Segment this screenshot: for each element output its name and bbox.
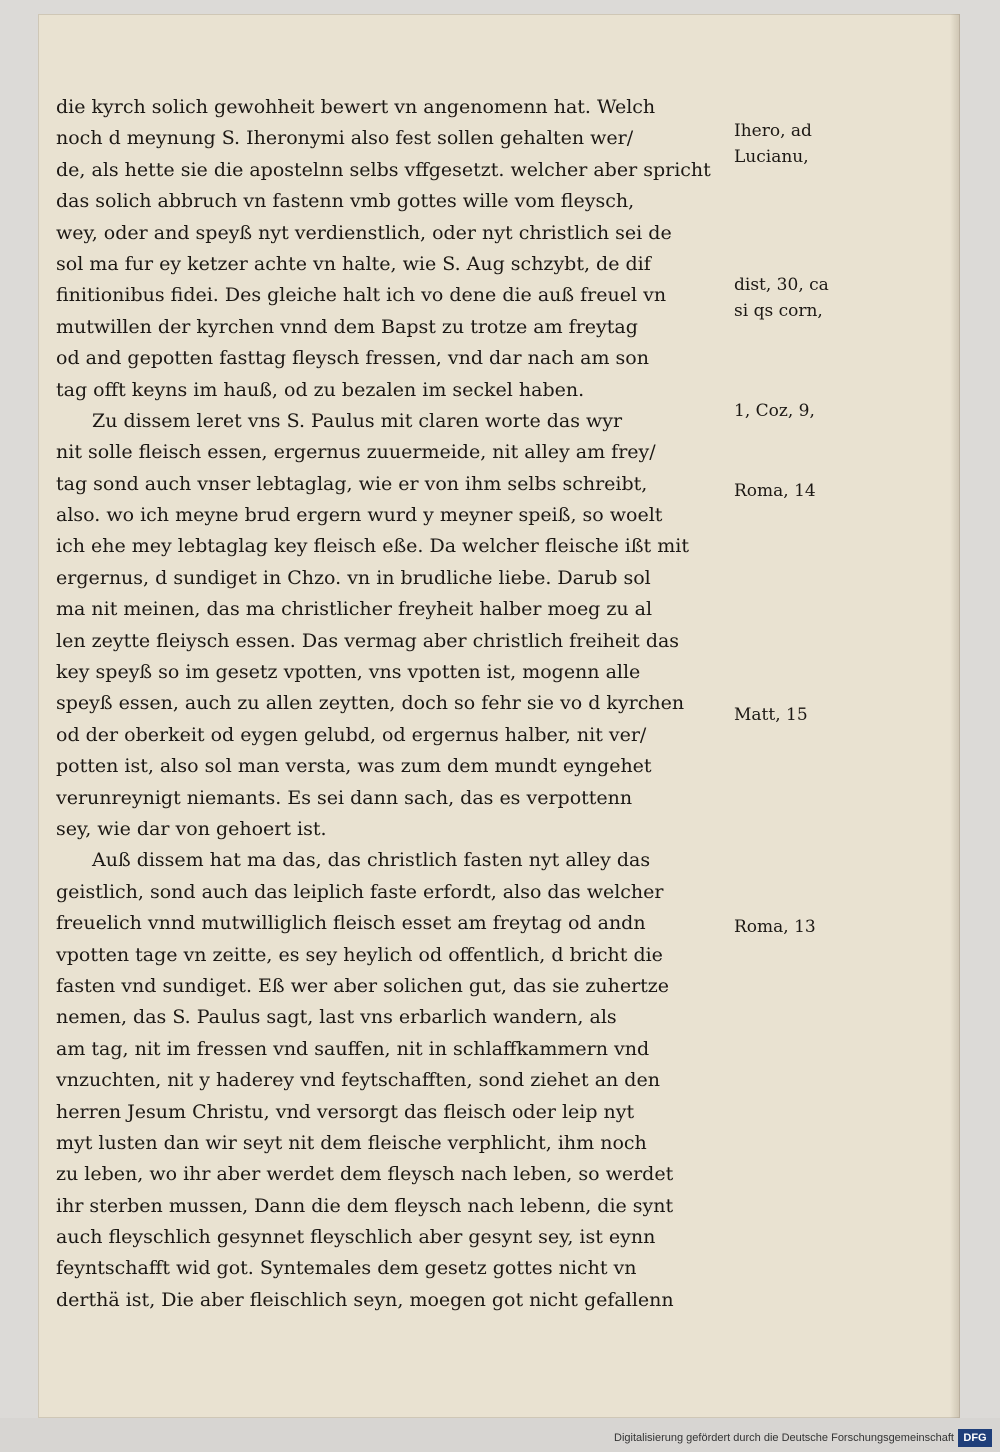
text-line: myt lusten dan wir seyt nit dem fleische verphlicht, ihm noch bbox=[56, 1131, 647, 1154]
text-line: nit solle fleisch essen, ergernus zuuermeide, nit alley am frey/ bbox=[56, 441, 656, 464]
text-line: finitionibus fidei. Des gleiche halt ich vo dene die auß freuel vn bbox=[56, 284, 667, 307]
text-line: nemen, das S. Paulus sagt, last vns erbarlich wandern, als bbox=[56, 1006, 617, 1029]
text-line: also. wo ich meyne brud ergern wurd y meyner speiß, so woelt bbox=[56, 504, 663, 527]
text-line: od and gepotten fasttag fleysch fressen, vnd dar nach am son bbox=[56, 347, 649, 370]
text-line: noch d meynung S. Iheronymi also fest sollen gehalten wer/ bbox=[56, 127, 634, 150]
marginal-note-line: dist, 30, ca bbox=[734, 275, 829, 295]
main-text-block bbox=[56, 92, 756, 1316]
text-line: derthä ist, Die aber fleischlich seyn, moegen got nicht gefallenn bbox=[56, 1288, 674, 1311]
marginal-note-line: Ihero, ad bbox=[734, 121, 812, 141]
marginal-note bbox=[734, 478, 816, 504]
text-line: verunreynigt niemants. Es sei dann sach, das es verpottenn bbox=[56, 786, 633, 809]
marginal-note-line: Lucianu, bbox=[734, 147, 809, 167]
text-line: Zu dissem leret vns S. Paulus mit claren worte das wyr bbox=[92, 409, 623, 432]
text-line: freuelich vnnd mutwilliglich fleisch esset am freytag od andn bbox=[56, 912, 646, 935]
marginal-note-line: Matt, 15 bbox=[734, 705, 808, 725]
text-line: ich ehe mey lebtaglag key fleisch eße. Da welcher fleische ißt mit bbox=[56, 535, 689, 558]
text-line: zu leben, wo ihr aber werdet dem fleysch nach leben, so werdet bbox=[56, 1163, 674, 1186]
text-line: die kyrch solich gewohheit bewert vn angenomenn hat. Welch bbox=[56, 96, 656, 118]
text-line: vnzuchten, nit y haderey vnd feytschafften, sond ziehet an den bbox=[56, 1069, 660, 1092]
funding-notice: Digitalisierung gefördert durch die Deutsche Forschungsgemeinschaft bbox=[614, 1432, 954, 1444]
dfg-logo: DFG bbox=[958, 1429, 992, 1447]
text-line: geistlich, sond auch das leiplich faste erfordt, also das welcher bbox=[56, 880, 664, 903]
text-line: mutwillen der kyrchen vnnd dem Bapst zu trotze am freytag bbox=[56, 315, 638, 338]
text-line: de, als hette sie die apostelnn selbs vffgesetzt. welcher aber spricht bbox=[56, 158, 711, 181]
marginal-note bbox=[734, 914, 816, 940]
text-line: sey, wie dar von gehoert ist. bbox=[56, 817, 327, 840]
text-line: wey, oder and speyß nyt verdienstlich, oder nyt christlich sei de bbox=[56, 221, 672, 244]
text-line: tag offt keyns im hauß, od zu bezalen im seckel haben. bbox=[56, 378, 585, 401]
marginal-note-line: Roma, 14 bbox=[734, 481, 816, 501]
marginal-note-line: 1, Coz, 9, bbox=[734, 401, 815, 421]
text-line: ergernus, d sundiget in Chzo. vn in brudliche liebe. Darub sol bbox=[56, 566, 651, 589]
text-line: key speyß so im gesetz vpotten, vns vpotten ist, mogenn alle bbox=[56, 661, 641, 684]
marginal-note bbox=[734, 702, 808, 728]
text-line: sol ma fur ey ketzer achte vn halte, wie S. Aug schzybt, de dif bbox=[56, 252, 651, 275]
marginal-note bbox=[734, 118, 812, 170]
text-line: ma nit meinen, das ma christlicher freyheit halber moeg zu al bbox=[56, 598, 653, 621]
text-line: tag sond auch vnser lebtaglag, wie er von ihm selbs schreibt, bbox=[56, 472, 648, 495]
text-line: das solich abbruch vn fastenn vmb gottes wille vom fleysch, bbox=[56, 190, 635, 213]
text-line: potten ist, also sol man versta, was zum dem mundt eyngehet bbox=[56, 755, 652, 778]
text-line: feyntschafft wid got. Syntemales dem gesetz gottes nicht vn bbox=[56, 1257, 637, 1280]
marginal-note-line: si qs corn, bbox=[734, 301, 823, 321]
text-line: speyß essen, auch zu allen zeytten, doch so fehr sie vo d kyrchen bbox=[56, 692, 685, 715]
text-line: Auß dissem hat ma das, das christlich fasten nyt alley das bbox=[92, 849, 651, 872]
text-line: herren Jesum Christu, vnd versorgt das fleisch oder leip nyt bbox=[56, 1100, 635, 1123]
text-line: fasten vnd sundiget. Eß wer aber solichen gut, das sie zuhertze bbox=[56, 974, 670, 997]
text-line: am tag, nit im fressen vnd sauffen, nit in schlaffkammern vnd bbox=[56, 1037, 650, 1060]
text-line: od der oberkeit od eygen gelubd, od ergernus halber, nit ver/ bbox=[56, 723, 647, 746]
text-line: vpotten tage vn zeitte, es sey heylich od offentlich, d bricht die bbox=[56, 943, 663, 966]
marginal-note bbox=[734, 398, 815, 424]
scanned-book-page bbox=[38, 14, 960, 1418]
text-line: ihr sterben mussen, Dann die dem fleysch nach lebenn, die synt bbox=[56, 1194, 674, 1217]
funding-footer bbox=[0, 1418, 1000, 1452]
text-line: len zeytte fleiysch essen. Das vermag aber christlich freiheit das bbox=[56, 629, 680, 652]
text-line: auch fleyschlich gesynnet fleyschlich aber gesynt sey, ist eynn bbox=[56, 1226, 656, 1249]
page-edge-shadow bbox=[950, 14, 960, 1418]
marginal-note bbox=[734, 272, 829, 324]
marginal-note-line: Roma, 13 bbox=[734, 917, 816, 937]
